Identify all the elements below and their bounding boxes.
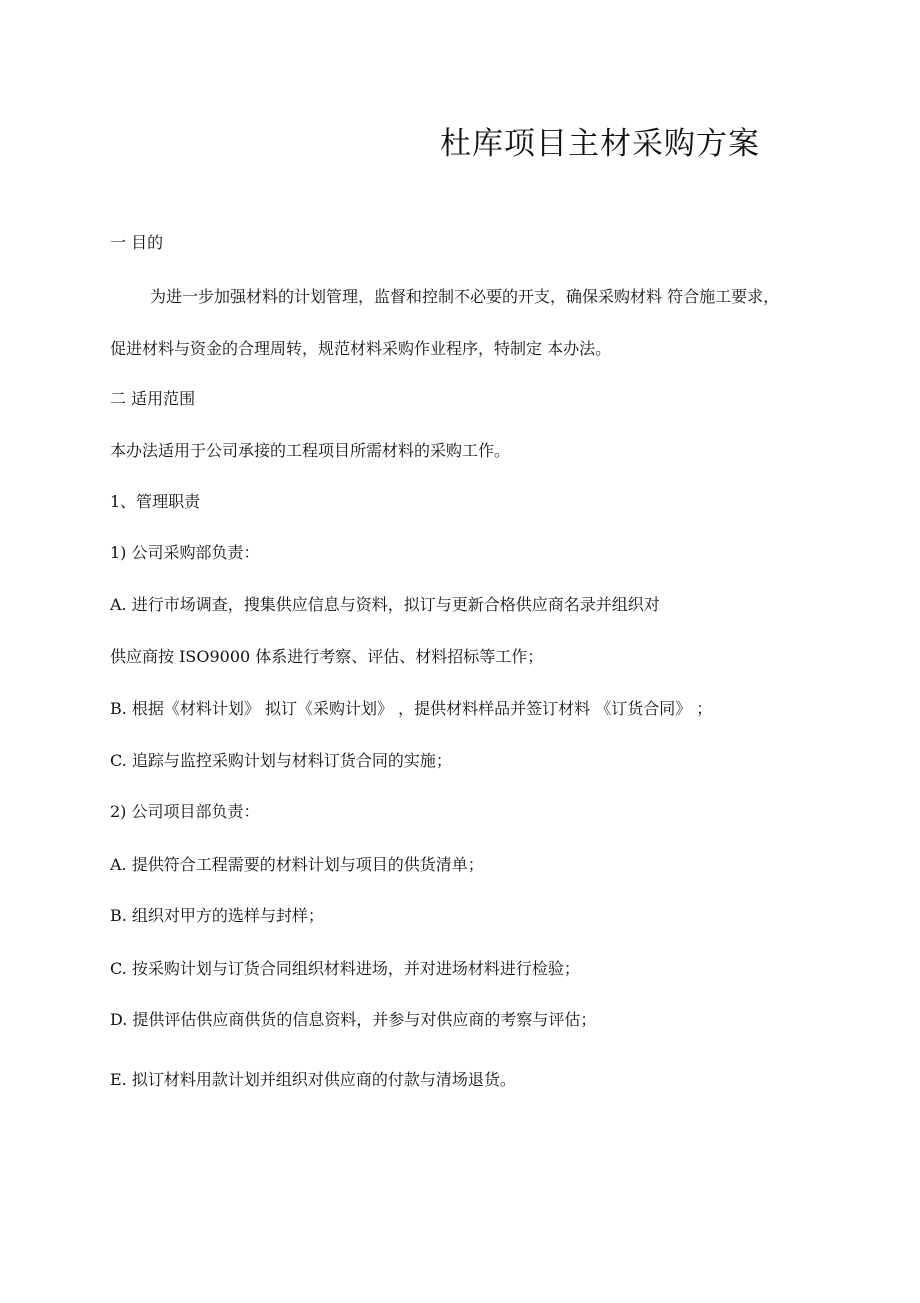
project-department-heading: 2) 公司项目部负责：: [110, 802, 260, 821]
management-responsibility-heading: 1、管理职责: [110, 492, 201, 511]
project-item-a: A. 提供符合工程需要的材料计划与项目的供货清单；: [110, 855, 484, 874]
purchasing-item-b: B. 根据《材料计划》 拟订《采购计划》 ，提供材料样品并签订材料 《订货合同》 ；: [110, 699, 713, 718]
scope-paragraph: 本办法适用于公司承接的工程项目所需材料的采购工作。: [110, 441, 511, 460]
purchasing-department-heading: 1) 公司采购部负责：: [110, 543, 260, 562]
purpose-paragraph-line-2: 促进材料与资金的合理周转，规范材料采购作业程序，特制定 本办法。: [110, 339, 612, 358]
project-item-c: C. 按采购计划与订货合同组织材料进场，并对进场材料进行检验；: [110, 959, 580, 978]
purchasing-item-a-continuation: 供应商按 ISO9000 体系进行考察、评估、材料招标等工作；: [110, 647, 544, 666]
section-heading-scope: 二 适用范围: [110, 389, 196, 408]
project-item-d: D. 提供评估供应商供货的信息资料，并参与对供应商的考察与评估；: [110, 1010, 597, 1029]
document-title: 杜库项目主材采购方案: [440, 126, 760, 162]
purchasing-item-c: C. 追踪与监控采购计划与材料订货合同的实施；: [110, 751, 452, 770]
purpose-paragraph-line-1: 为进一步加强材料的计划管理，监督和控制不必要的开支，确保采购材料 符合施工要求，: [150, 287, 780, 306]
project-item-e: E. 拟订材料用款计划并组织对供应商的付款与清场退货。: [110, 1070, 516, 1089]
project-item-b: B. 组织对甲方的选样与封样；: [110, 906, 324, 925]
purchasing-item-a: A. 进行市场调查，搜集供应信息与资料，拟订与更新合格供应商名录并组织对: [110, 595, 660, 614]
section-heading-purpose: 一 目的: [110, 233, 164, 252]
